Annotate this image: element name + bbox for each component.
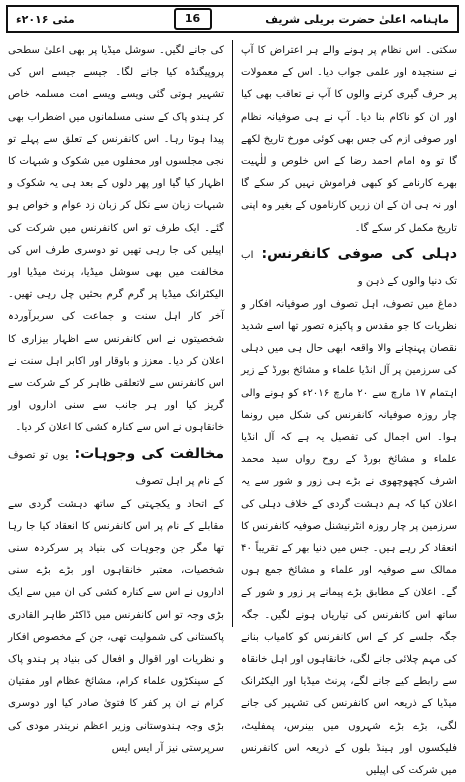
column-divider [232, 40, 233, 627]
issue-date: مئی ۲۰۱۶ء [16, 12, 75, 26]
magazine-title: ماہنامہ اعلیٰ حضرت بریلی شریف [265, 12, 449, 26]
conference-paragraph: دماغ میں تصوف، اہل تصوف اور صوفیانہ افکار و نظریات کا جو مقدس و پاکیزہ تصور تھا اسے شدید نقصان پہنچانے والا واقعہ ابھی حال ہی میں دہلی کی سرزمین پر آل انڈیا علماء و مشائخ بورڈ کے زیر اہتمام ۱۷ مارچ سے ۲۰ مارچ ۲۰۱۶ء کو ہونے والی چار روزہ صوفیانہ کانفرنس کی شکل میں رونما ہوا۔ اس اجمال کی تفصیل یہ ہے کہ آل انڈیا علماء و مشائخ بورڈ کے روح رواں سید محمد اشرف کچھوچھوی نے بڑے ہی زور و شور سے یہ اعلان کیا کہ ہم دہشت گردی کے خلاف دہلی کی سرزمین پر چار روزہ انٹرنیشنل صوفیہ کانفرنس کا انعقاد کر رہے ہیں۔ جس میں دنیا بھر کے تقریباً ۴۰ ممالک سے صوفیہ اور علماء و مشائخ جمع ہوں گے۔ اعلان کے مطابق بڑے پیمانے پر زور و شور کے ساتھ اس کانفرنس کی تیاریاں ہونے لگیں۔ جگہ جگہ جلسے کر کے اس کانفرنس کو کامیاب بنانے کی مہم چلائی جانے لگی، خانقاہوں اور اہل خانقاہ سے رابطے کیے جانے لگے، پرنٹ میڈیا اور الیکٹرانک میڈیا کے ذریعہ اس کانفرنس کی تشہیر کی جانے لگی، بڑے بڑے شہروں میں بینرس، پمفلیٹ، فلیکسوں اور ہینڈ بلوں کے ذریعہ اس کانفرنس میں شرکت کی اپیلیں [241, 298, 457, 777]
section-heading-opposition [8, 442, 224, 494]
page-number: 16 [174, 8, 212, 30]
section-heading-title: دہلی کی صوفی کانفرنس: [261, 245, 458, 262]
intro-paragraph: سکتی۔ اس نظام پر ہونے والے ہر اعتراض کا آپ نے سنجیدہ اور علمی جواب دیا۔ اس کے معمولات پر حرف گیری کرنے والوں کا آپ نے تعاقب بھی کیا اور ان کو ناکام بنا دیا۔ آپ نے ہی صوفیانہ نظام اور صوفی ازم کی جس بھی کوئی مورخ تاریخ لکھے گا تو وہ امام احمد رضا کے اس خلوص و للٰہیت بھرے کارنامے کو کبھی فراموش نہیں کر سکے گا اور نہ ہی ان کے ان زریں کارناموں کے بغیر وہ اپنی تاریخ مکمل کر سکے گا۔ [241, 45, 457, 234]
section-heading-sufi-conference [241, 242, 457, 294]
page-header [6, 5, 459, 33]
section-heading-title: مخالفت کی وجوہات: [74, 445, 225, 462]
section-heading-lead: یوں تو تصوف کے نام پر اہل تصوف [8, 449, 224, 487]
left-column [8, 40, 225, 754]
section-heading-lead: اب تک دنیا والوں کے ذہن و [241, 249, 457, 287]
continuation-paragraph: کی جانے لگیں۔ سوشل میڈیا پر بھی اعلیٰ سطحی پروپیگنڈہ کیا جانے لگا۔ جیسے جیسے اس کی تشہیر ہوتی گئی ویسے ویسے امت مسلمہ خاص کر ہندو پاک کے سنی مسلمانوں میں اضطراب بھی پیدا ہوتا رہا۔ اس کانفرنس کے تعلق سے پہلے تو نجی مجلسوں اور محفلوں میں شکوک و شبہات کا اظہار کیا گیا اور پھر دلوں کے بعد ہی یہ شکوک و شبہات زبان سے نکل کر زبان زد عوام و خواص ہو گئے۔ ایک طرف تو اس کانفرنس میں شرکت کی اپیلیں کی جا رہی تھیں تو دوسری طرف اس کی مخالفت میں بھی سوشل میڈیا، پرنٹ میڈیا اور الیکٹرانک میڈیا پر گرم گرم بحثیں چل رہی تھیں۔ آخر کار اہل سنت و جماعت کی سربرآوردہ شخصیتوں نے اس کانفرنس سے اظہار بیزاری کا اعلان کر دیا۔ معزز و باوقار اور اکابر اہل سنت نے اس کانفرنس سے لاتعلقی ظاہر کر کے شرکت سے گریز کیا اور ہر جانب سے سنی اداروں اور خانقاہوں نے اس سے کنارہ کشی کا اعلان کر دیا۔ [8, 45, 224, 434]
right-column [241, 40, 458, 777]
opposition-paragraph: کے اتحاد و یکجہتی کے ساتھ دہشت گردی سے مقابلے کے نام پر اس کانفرنس کا انعقاد کیا جا رہا تھا مگر جن وجوہات کی بنیاد پر سرکردہ سنی شخصیات، معتبر خانقاہوں اور بڑے بڑے سنی اداروں نے اس سے کنارہ کشی کی ان میں سے ایک بڑی وجہ تو اس کانفرنس میں ڈاکٹر طاہر القادری پاکستانی کی شمولیت تھی، جن کے مخصوص افکار و نظریات اور اقوال و افعال کی بنیاد پر ہندو پاک کے سینکڑوں علماء کرام، مشائخ عظام اور مفتیان کرام نے ان پر کفر کا فتویٰ صادر کیا اور دوسری بڑی وجہ ہندوستانی وزیر اعظم نریندر مودی کی سرپرستی نیز آر ایس ایس [8, 498, 224, 754]
